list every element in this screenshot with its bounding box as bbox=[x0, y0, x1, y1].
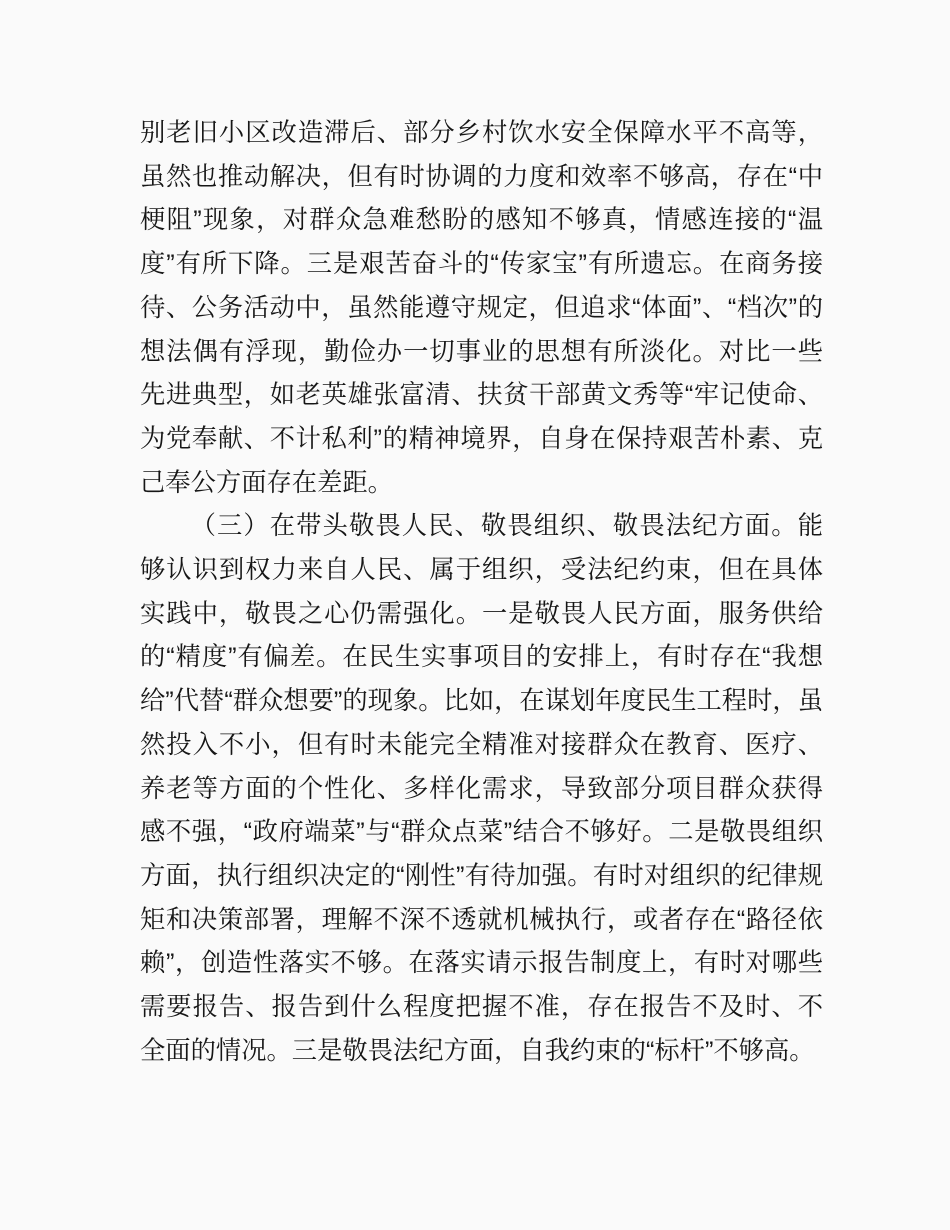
paragraph-section-three: （三）在带头敬畏人民、敬畏组织、敬畏法纪方面。能够认识到权力来自人民、属于组织，受法纪约束，但在具体实践中，敬畏之心仍需强化。一是敬畏人民方面，服务供给的“精度”有偏差。在民生实事项目的安排上，有时存在“我想给”代替“群众想要”的现象。比如，在谋划年度民生工程时，虽然投入不小，但有时未能完全精准对接群众在教育、医疗、养老等方面的个性化、多样化需求，导致部分项目群众获得感不强，“政府端菜”与“群众点菜”结合不够好。二是敬畏组织方面，执行组织决定的“刚性”有待加强。有时对组织的纪律规矩和决策部署，理解不深不透就机械执行，或者存在“路径依赖”，创造性落实不够。在落实请示报告制度上，有时对哪些需要报告、报告到什么程度把握不准，存在报告不及时、不全面的情况。三是敬畏法纪方面，自我约束的“标杆”不够高。 bbox=[140, 512, 823, 1065]
paragraph-continuation: 别老旧小区改造滞后、部分乡村饮水安全保障水平不高等，虽然也推动解决，但有时协调的力度和效率不够高，存在“中梗阻”现象，对群众急难愁盼的感知不够真，情感连接的“温度”有所下降。三是艰苦奋斗的“传家宝”有所遗忘。在商务接待、公务活动中，虽然能遵守规定，但追求“体面”、“档次”的想法偶有浮现，勤俭办一切事业的思想有所淡化。对比一些先进典型，如老英雄张富清、扶贫干部黄文秀等“牢记使命、为党奉献、不计私利”的精神境界，自身在保持艰苦朴素、克己奉公方面存在差距。 bbox=[140, 119, 823, 497]
document-body bbox=[140, 112, 823, 1073]
